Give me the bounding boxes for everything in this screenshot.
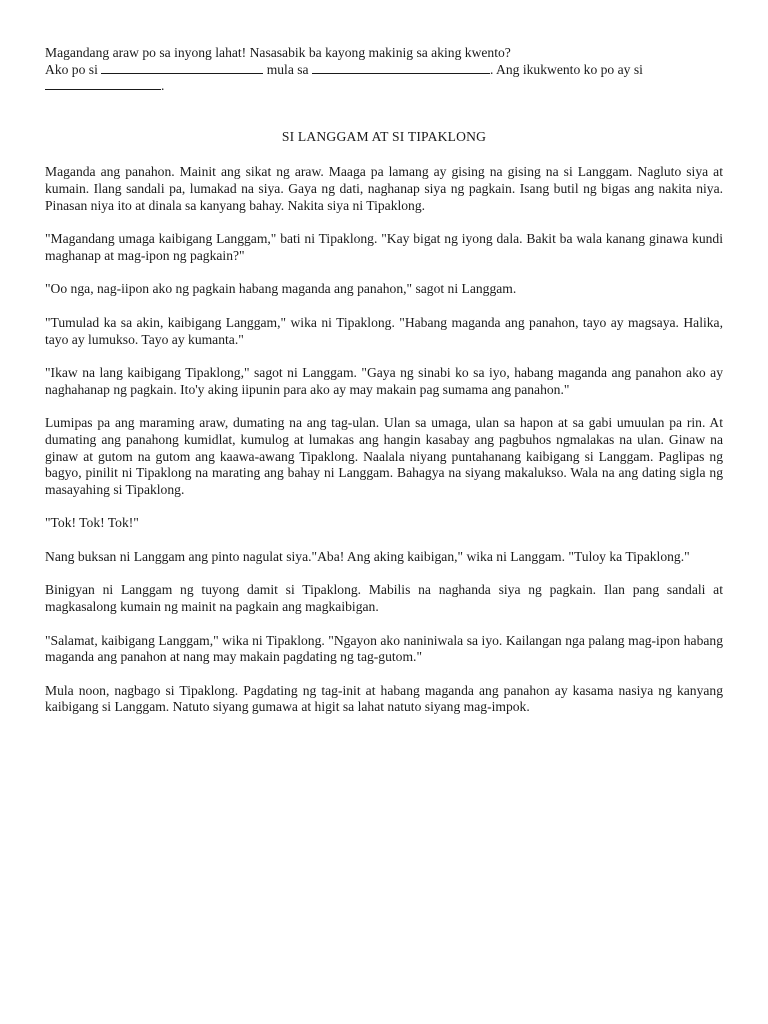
intro-mula-sa: mula sa	[266, 61, 309, 77]
story-paragraph: Maganda ang panahon. Mainit ang sikat ng araw. Maaga pa lamang ay gising na gising na si Langgam. Nagluto siya at kumain. Ilang sandali pa, lumakad na siya. Gaya ng dati, naghanap siya ng pagkain. Isang butil ng bigas ang nakita niya. Pinasan niya ito at dinala sa kanyang bahay. Nakita siya ni Tipaklong.	[45, 164, 723, 213]
name-blank	[101, 62, 263, 74]
story-paragraph: Binigyan ni Langgam ng tuyong damit si Tipaklong. Mabilis na naghanda siya ng pagkain. Ilan pang sandali at magkasalong kumain ng mainit na pagkain ang magkaibigan.	[45, 582, 723, 615]
story-paragraph: "Salamat, kaibigang Langgam," wika ni Tipaklong. "Ngayon ako naniniwala sa iyo. Kailangan nga palang mag-ipon habang maganda ang panahon at nang may makain pagdating ng tag-gutom."	[45, 632, 723, 665]
story-paragraph: Mula noon, nagbago si Tipaklong. Pagdating ng tag-init at habang maganda ang panahon ay kasama nasiya ng kanyang kaibigang si Langgam. Natuto siyang gumawa at higit sa lahat natuto siyang mag-impok.	[45, 682, 723, 715]
intro-period: .	[161, 78, 165, 94]
story-title: SI LANGGAM AT SI TIPAKLONG	[281, 128, 487, 144]
intro-greeting: Magandang araw po sa inyong lahat! Nasasabik ba kayong makinig sa aking kwento?	[45, 45, 511, 60]
document-page	[45, 45, 723, 733]
story-blank	[45, 78, 161, 90]
story-paragraph: Lumipas pa ang maraming araw, dumating na ang tag-ulan. Ulan sa umaga, ulan sa hapon at sa gabi umuulan pa rin. At dumating ang panahong kumidlat, kumulog at lumakas ang hangin kasabay ang pagbuhos ngmalakas na ulan. Ginaw na ginaw at gutom na gutom ang kaawa-awang Tipaklong. Naalala niyang puntahanang kaibigang si Langgam. Paglipas ng bagyo, pinilit ni Tipaklong na marating ang bahay ni Langgam. Bahagya na siyang makalukso. Wala na ang dating sigla ng masayahing si Tipaklong.	[45, 415, 723, 497]
story-paragraph: "Oo nga, nag-iipon ako ng pagkain habang maganda ang panahon," sagot ni Langgam.	[45, 281, 517, 297]
intro-ang-ikukwento: . Ang ikukwento ko po ay si	[490, 61, 643, 77]
story-body	[45, 164, 723, 716]
story-paragraph: "Tok! Tok! Tok!"	[45, 515, 139, 531]
place-blank	[312, 62, 490, 74]
story-paragraph: "Tumulad ka sa akin, kaibigang Langgam," wika ni Tipaklong. "Habang maganda ang panahon, tayo ay magsaya. Halika, tayo ay lumukso. Tayo ay kumanta."	[45, 314, 723, 347]
story-paragraph: "Magandang umaga kaibigang Langgam," bati ni Tipaklong. "Kay bigat ng iyong dala. Bakit ba wala kanang ginawa kundi maghanap at mag-ipon ng pagkain?"	[45, 231, 723, 263]
story-paragraph: Nang buksan ni Langgam ang pinto nagulat siya."Aba! Ang aking kaibigan," wika ni Langgam. "Tuloy ka Tipaklong."	[45, 548, 690, 564]
intro-self-introduction	[45, 62, 723, 79]
intro-section	[45, 45, 723, 95]
intro-story-line	[45, 78, 723, 95]
intro-ako-po-si: Ako po si	[45, 61, 98, 77]
story-paragraph: "Ikaw na lang kaibigang Tipaklong," sagot ni Langgam. "Gaya ng sinabi ko sa iyo, habang maganda ang panahon ako ay naghahanap ng pagkain. Ito'y aking iipunin para ako ay may makain pag sumama ang panahon."	[45, 365, 723, 397]
